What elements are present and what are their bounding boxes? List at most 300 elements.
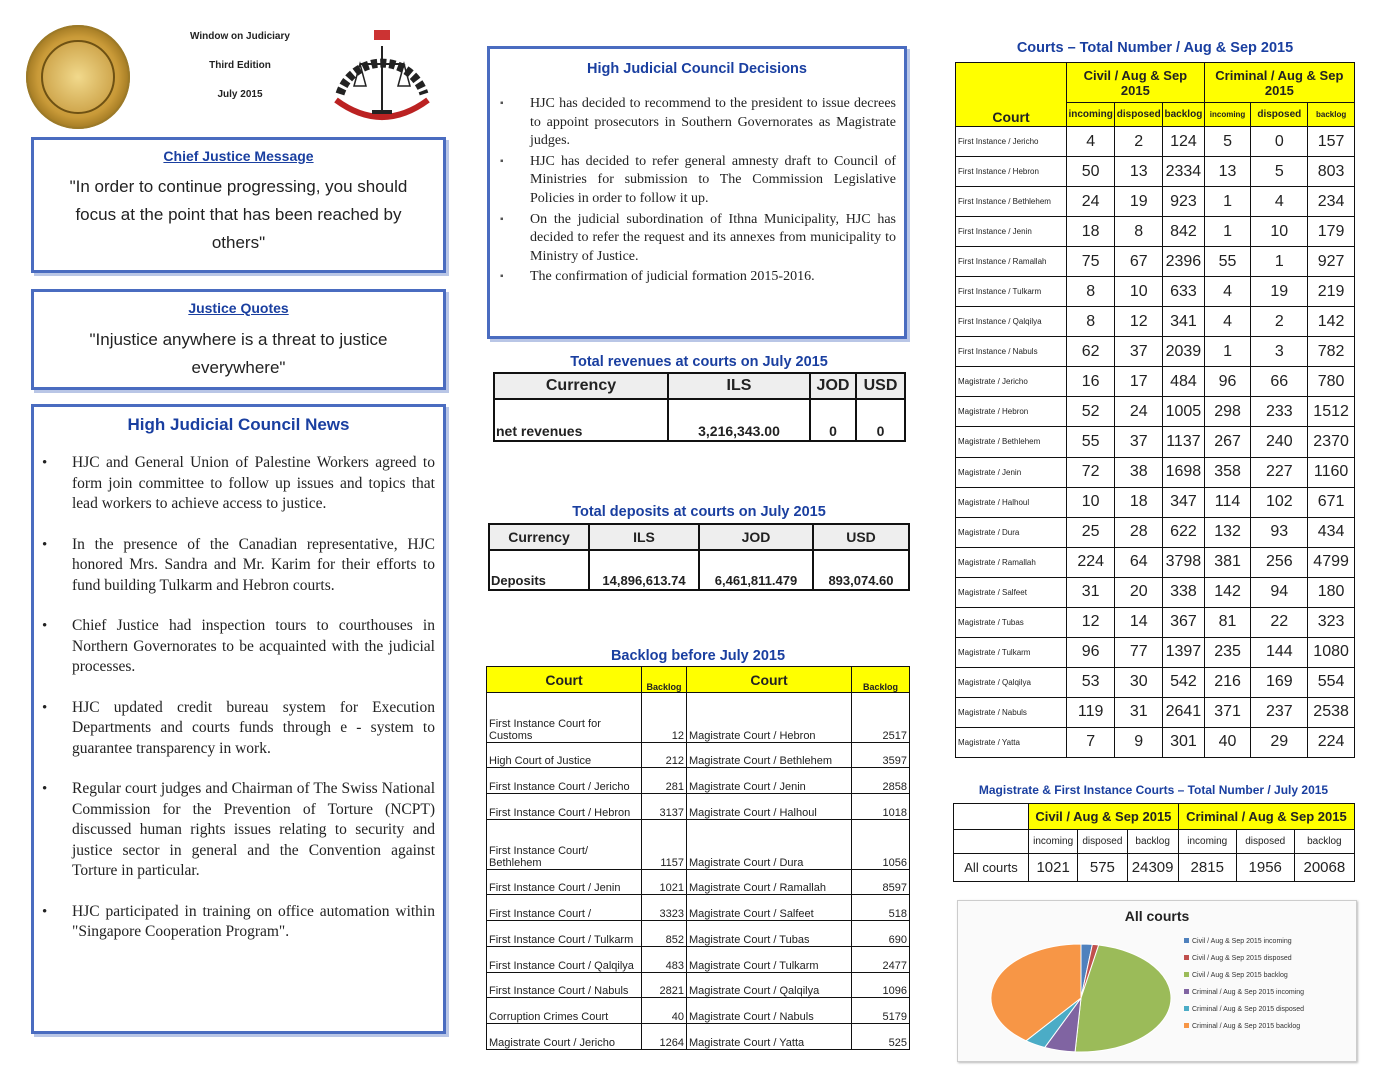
courts-value: 3 [1251, 337, 1308, 367]
courts-value: 1397 [1163, 637, 1205, 667]
courts-value: 93 [1251, 517, 1308, 547]
revenues-header: Currency [494, 373, 668, 399]
summary-value: 24309 [1127, 854, 1178, 882]
backlog-title: Backlog before July 2015 [610, 648, 786, 664]
backlog-court: First Instance Court / Tulkarm [487, 921, 642, 947]
courts-court-name: First Instance / Jenin [956, 217, 1067, 247]
backlog-body [487, 693, 910, 1050]
legend-label: Criminal / Aug & Sep 2015 incoming [1192, 989, 1305, 996]
backlog-court: Magistrate Court / Ramallah [687, 869, 852, 895]
backlog-row [487, 742, 910, 768]
courts-value: 157 [1308, 127, 1355, 157]
courts-value: 40 [1204, 727, 1251, 757]
backlog-court: First Instance Court / [487, 895, 642, 921]
backlog-court: Magistrate Court / Halhoul [687, 794, 852, 820]
courts-value: 8 [1067, 307, 1115, 337]
pie-slices [991, 944, 1171, 1052]
courts-value: 2396 [1163, 247, 1205, 277]
courts-value: 235 [1204, 637, 1251, 667]
deposits-header: USD [813, 524, 909, 550]
news-item: • HJC and General Union of Palestine Workers agreed to form join committee to follow up issues and topics that lead workers to achieve access to justice. [72, 453, 435, 515]
courts-value: 1 [1204, 217, 1251, 247]
backlog-value: 1096 [852, 972, 910, 998]
courts-court-name: Magistrate / Tubas [956, 607, 1067, 637]
courts-table [955, 62, 1355, 758]
summary-title: Magistrate & First Instance Courts – Total Number / July 2015 [978, 783, 1329, 797]
courts-value: 9 [1115, 727, 1163, 757]
backlog-row [487, 768, 910, 794]
legend-swatch [1184, 938, 1189, 943]
courts-court-name: Magistrate / Hebron [956, 397, 1067, 427]
backlog-value: 690 [852, 921, 910, 947]
summary-value: 1956 [1236, 854, 1294, 882]
courts-court-name: First Instance / Qalqilya [956, 307, 1067, 337]
courts-value: 75 [1067, 247, 1115, 277]
courts-value: 780 [1308, 367, 1355, 397]
revenues-header: USD [856, 373, 905, 399]
backlog-value: 525 [852, 1024, 910, 1050]
courts-sub-header: disposed [1251, 103, 1308, 127]
courts-value: 1512 [1308, 397, 1355, 427]
courts-value: 55 [1204, 247, 1251, 277]
pie-legend [1184, 938, 1304, 1030]
backlog-value: 5179 [852, 998, 910, 1024]
deposits-title: Total deposits at courts on July 2015 [572, 504, 826, 520]
backlog-value: 1157 [642, 819, 687, 869]
courts-row [956, 547, 1355, 577]
summary-value: 575 [1078, 854, 1127, 882]
backlog-court: Magistrate Court / Jericho [487, 1024, 642, 1050]
backlog-value: 2821 [642, 972, 687, 998]
courts-value: 18 [1067, 217, 1115, 247]
courts-value: 25 [1067, 517, 1115, 547]
courts-value: 4799 [1308, 547, 1355, 577]
courts-court-name: Magistrate / Nabuls [956, 697, 1067, 727]
backlog-value: 1056 [852, 819, 910, 869]
courts-row [956, 427, 1355, 457]
backlog-row [487, 998, 910, 1024]
revenues-label: net revenues [494, 399, 668, 441]
courts-value: 94 [1251, 577, 1308, 607]
deposits-jod: 6,461,811.479 [699, 550, 813, 590]
courts-row [956, 727, 1355, 757]
summary-criminal-header: Criminal / Aug & Sep 2015 [1178, 804, 1354, 830]
courts-value: 96 [1204, 367, 1251, 397]
deposits-header: JOD [699, 524, 813, 550]
courts-court-name: First Instance / Tulkarm [956, 277, 1067, 307]
courts-value: 367 [1163, 607, 1205, 637]
courts-sub-header: backlog [1308, 103, 1355, 127]
masthead-title: Window on Judiciary [190, 31, 290, 42]
decisions-title: High Judicial Council Decisions [587, 61, 807, 77]
legend-swatch [1184, 1023, 1189, 1028]
courts-value: 923 [1163, 187, 1205, 217]
courts-value: 13 [1204, 157, 1251, 187]
courts-value: 119 [1067, 697, 1115, 727]
courts-value: 8 [1067, 277, 1115, 307]
courts-value: 10 [1251, 217, 1308, 247]
courts-value: 381 [1204, 547, 1251, 577]
courts-value: 323 [1308, 607, 1355, 637]
justice-quotes-box [31, 289, 446, 390]
courts-value: 12 [1115, 307, 1163, 337]
chief-justice-quote: "In order to continue progressing, you should focus at the point that has been reached by others" [69, 177, 408, 252]
courts-court-name: First Instance / Jericho [956, 127, 1067, 157]
backlog-court: Magistrate Court / Jenin [687, 768, 852, 794]
backlog-court: Magistrate Court / Tubas [687, 921, 852, 947]
courts-value: 10 [1067, 487, 1115, 517]
courts-value: 2 [1251, 307, 1308, 337]
courts-value: 0 [1251, 127, 1308, 157]
courts-value: 1698 [1163, 457, 1205, 487]
revenues-title: Total revenues at courts on July 2015 [570, 354, 828, 370]
courts-value: 29 [1251, 727, 1308, 757]
courts-value: 2334 [1163, 157, 1205, 187]
legend-swatch [1184, 989, 1189, 994]
courts-value: 240 [1251, 427, 1308, 457]
courts-value: 132 [1204, 517, 1251, 547]
backlog-value: 2858 [852, 768, 910, 794]
courts-value: 2039 [1163, 337, 1205, 367]
courts-value: 16 [1067, 367, 1115, 397]
backlog-value: 2477 [852, 946, 910, 972]
courts-value: 144 [1251, 637, 1308, 667]
courts-value: 347 [1163, 487, 1205, 517]
courts-sub-header: disposed [1115, 103, 1163, 127]
decision-item: ▪ On the judicial subordination of Ithna Municipality, HJC has decided to refer the request and its annexes from municipality to Ministry of Justice. [530, 211, 896, 267]
courts-value: 53 [1067, 667, 1115, 697]
courts-row [956, 607, 1355, 637]
courts-value: 96 [1067, 637, 1115, 667]
courts-value: 224 [1308, 727, 1355, 757]
justice-quote-text: "Injustice anywhere is a threat to justice everywhere" [89, 330, 388, 377]
courts-row [956, 697, 1355, 727]
courts-value: 31 [1115, 697, 1163, 727]
legend-label: Civil / Aug & Sep 2015 disposed [1192, 955, 1292, 962]
courts-value: 803 [1308, 157, 1355, 187]
revenues-ils: 3,216,343.00 [668, 399, 810, 441]
courts-value: 72 [1067, 457, 1115, 487]
backlog-header: Backlog [852, 667, 910, 693]
backlog-row [487, 1024, 910, 1050]
backlog-court: Magistrate Court / Salfeet [687, 895, 852, 921]
decision-item: ▪ The confirmation of judicial formation 2015-2016. [530, 268, 896, 287]
backlog-court: Corruption Crimes Court [487, 998, 642, 1024]
courts-criminal-header: Criminal / Aug & Sep 2015 [1204, 63, 1354, 103]
backlog-header: Backlog [642, 667, 687, 693]
news-item: • In the presence of the Canadian representative, HJC honored Mrs. Sandra and Mr. Karim for their efforts to fund building Tulkarm and Hebron courts. [72, 535, 435, 597]
courts-row [956, 397, 1355, 427]
summary-value: 2815 [1178, 854, 1236, 882]
courts-value: 256 [1251, 547, 1308, 577]
courts-value: 37 [1115, 427, 1163, 457]
courts-row [956, 157, 1355, 187]
courts-value: 37 [1115, 337, 1163, 367]
legend-label: Criminal / Aug & Sep 2015 disposed [1192, 1006, 1305, 1013]
courts-court-name: Magistrate / Halhoul [956, 487, 1067, 517]
deposits-header: Currency [489, 524, 589, 550]
backlog-value: 281 [642, 768, 687, 794]
courts-court-name: Magistrate / Jenin [956, 457, 1067, 487]
courts-value: 1 [1251, 247, 1308, 277]
backlog-court: First Instance Court / Hebron [487, 794, 642, 820]
backlog-value: 483 [642, 946, 687, 972]
courts-value: 1 [1204, 337, 1251, 367]
courts-value: 180 [1308, 577, 1355, 607]
courts-value: 3798 [1163, 547, 1205, 577]
courts-value: 341 [1163, 307, 1205, 337]
backlog-court: First Instance Court / Jenin [487, 869, 642, 895]
summary-sub-header: backlog [1127, 830, 1178, 854]
courts-row [956, 127, 1355, 157]
courts-value: 233 [1251, 397, 1308, 427]
legend-swatch [1184, 972, 1189, 977]
courts-value: 28 [1115, 517, 1163, 547]
backlog-court: First Instance Court / Qalqilya [487, 946, 642, 972]
courts-court-name: Magistrate / Ramallah [956, 547, 1067, 577]
courts-value: 2370 [1308, 427, 1355, 457]
decision-item: ▪ HJC has decided to recommend to the president to issue decrees to appoint prosecutors in Southern Governorates as Magistrate judges. [530, 95, 896, 151]
legend-label: Civil / Aug & Sep 2015 backlog [1192, 972, 1288, 979]
deposits-table [488, 523, 910, 591]
courts-value: 67 [1115, 247, 1163, 277]
backlog-court: Magistrate Court / Nabuls [687, 998, 852, 1024]
courts-value: 142 [1204, 577, 1251, 607]
courts-row [956, 487, 1355, 517]
courts-value: 2641 [1163, 697, 1205, 727]
decisions-box [487, 46, 907, 339]
revenues-usd: 0 [856, 399, 905, 441]
legend-label: Civil / Aug & Sep 2015 incoming [1192, 938, 1292, 945]
backlog-court: Magistrate Court / Yatta [687, 1024, 852, 1050]
news-title: High Judicial Council News [127, 415, 350, 434]
news-item: • HJC updated credit bureau system for Execution Departments and courts funds through e - system to guarantee transparency in work. [72, 698, 435, 760]
scales-of-justice-logo [322, 24, 442, 130]
backlog-value: 1264 [642, 1024, 687, 1050]
summary-sub-header: incoming [1029, 830, 1078, 854]
deposits-ils: 14,896,613.74 [589, 550, 699, 590]
backlog-row [487, 819, 910, 869]
courts-value: 371 [1204, 697, 1251, 727]
courts-value: 52 [1067, 397, 1115, 427]
courts-row [956, 187, 1355, 217]
courts-sub-header: incoming [1067, 103, 1115, 127]
backlog-value: 1018 [852, 794, 910, 820]
revenues-header: ILS [668, 373, 810, 399]
backlog-court: Magistrate Court / Bethlehem [687, 742, 852, 768]
courts-value: 19 [1115, 187, 1163, 217]
backlog-row [487, 693, 910, 743]
backlog-court: Magistrate Court / Hebron [687, 693, 852, 743]
legend-swatch [1184, 1006, 1189, 1011]
pie-chart [958, 901, 1356, 1061]
courts-value: 24 [1067, 187, 1115, 217]
courts-value: 55 [1067, 427, 1115, 457]
courts-value: 622 [1163, 517, 1205, 547]
courts-value: 12 [1067, 607, 1115, 637]
courts-row [956, 517, 1355, 547]
courts-civil-header: Civil / Aug & Sep 2015 [1067, 63, 1205, 103]
backlog-header: Court [687, 667, 852, 693]
courts-row [956, 307, 1355, 337]
courts-value: 77 [1115, 637, 1163, 667]
courts-value: 2538 [1308, 697, 1355, 727]
summary-table [953, 803, 1355, 882]
chief-justice-box [31, 137, 446, 273]
backlog-court: Magistrate Court / Dura [687, 819, 852, 869]
courts-court-name: First Instance / Bethlehem [956, 187, 1067, 217]
news-list [34, 453, 443, 943]
backlog-row [487, 794, 910, 820]
courts-value: 237 [1251, 697, 1308, 727]
courts-value: 4 [1251, 187, 1308, 217]
backlog-row [487, 921, 910, 947]
courts-court-name: Magistrate / Bethlehem [956, 427, 1067, 457]
courts-row [956, 457, 1355, 487]
courts-sub-header: incoming [1204, 103, 1251, 127]
courts-row [956, 577, 1355, 607]
courts-value: 14 [1115, 607, 1163, 637]
summary-civil-header: Civil / Aug & Sep 2015 [1029, 804, 1179, 830]
courts-value: 338 [1163, 577, 1205, 607]
masthead-date: July 2015 [217, 89, 263, 100]
summary-sub-header: disposed [1078, 830, 1127, 854]
revenues-header: JOD [810, 373, 856, 399]
backlog-table [486, 666, 910, 1050]
courts-value: 50 [1067, 157, 1115, 187]
legend-label: Criminal / Aug & Sep 2015 backlog [1192, 1023, 1301, 1030]
courts-court-name: Magistrate / Tulkarm [956, 637, 1067, 667]
courts-court-name: Magistrate / Dura [956, 517, 1067, 547]
courts-value: 4 [1204, 277, 1251, 307]
courts-row [956, 247, 1355, 277]
courts-title: Courts – Total Number / Aug & Sep 2015 [1016, 40, 1294, 56]
courts-value: 18 [1115, 487, 1163, 517]
courts-court-name: First Instance / Hebron [956, 157, 1067, 187]
backlog-value: 3323 [642, 895, 687, 921]
courts-value: 671 [1308, 487, 1355, 517]
courts-value: 114 [1204, 487, 1251, 517]
courts-court-name: Magistrate / Qalqilya [956, 667, 1067, 697]
judiciary-seal-logo [26, 25, 130, 129]
courts-value: 1160 [1308, 457, 1355, 487]
courts-value: 227 [1251, 457, 1308, 487]
courts-value: 219 [1308, 277, 1355, 307]
courts-row [956, 337, 1355, 367]
backlog-value: 852 [642, 921, 687, 947]
courts-value: 927 [1308, 247, 1355, 277]
courts-value: 102 [1251, 487, 1308, 517]
justice-quotes-title: Justice Quotes [188, 300, 289, 316]
courts-value: 81 [1204, 607, 1251, 637]
courts-value: 62 [1067, 337, 1115, 367]
backlog-court: High Court of Justice [487, 742, 642, 768]
news-box [31, 404, 446, 1034]
courts-value: 842 [1163, 217, 1205, 247]
courts-value: 8 [1115, 217, 1163, 247]
courts-row [956, 367, 1355, 397]
courts-value: 13 [1115, 157, 1163, 187]
courts-value: 298 [1204, 397, 1251, 427]
courts-value: 782 [1308, 337, 1355, 367]
courts-value: 64 [1115, 547, 1163, 577]
courts-value: 179 [1308, 217, 1355, 247]
courts-value: 1137 [1163, 427, 1205, 457]
courts-value: 169 [1251, 667, 1308, 697]
news-item: • HJC participated in training on office automation within "Singapore Cooperation Program". [72, 902, 435, 943]
backlog-value: 3597 [852, 742, 910, 768]
courts-value: 38 [1115, 457, 1163, 487]
courts-value: 633 [1163, 277, 1205, 307]
courts-court-name: First Instance / Ramallah [956, 247, 1067, 277]
courts-body [956, 127, 1355, 758]
masthead-edition: Third Edition [209, 60, 271, 71]
courts-value: 542 [1163, 667, 1205, 697]
courts-value: 7 [1067, 727, 1115, 757]
courts-row [956, 217, 1355, 247]
courts-value: 1 [1204, 187, 1251, 217]
courts-court-name: Magistrate / Yatta [956, 727, 1067, 757]
courts-row [956, 277, 1355, 307]
news-item: • Regular court judges and Chairman of The Swiss National Commission for the Prevention of Torture (NCPT) discussed human rights issues relating to security and justice sector in general and the Convention against Torture in particular. [72, 779, 435, 882]
courts-court-name: First Instance / Nabuls [956, 337, 1067, 367]
courts-value: 1005 [1163, 397, 1205, 427]
news-item: • Chief Justice had inspection tours to courthouses in Northern Governorates to be acquainted with the judicial processes. [72, 616, 435, 678]
courts-value: 66 [1251, 367, 1308, 397]
summary-value: 20068 [1294, 854, 1354, 882]
courts-value: 484 [1163, 367, 1205, 397]
backlog-value: 40 [642, 998, 687, 1024]
summary-sub-header: disposed [1236, 830, 1294, 854]
courts-value: 142 [1308, 307, 1355, 337]
masthead [150, 22, 330, 109]
decision-item: ▪ HJC has decided to refer general amnesty draft to Council of Ministries for submission to The Commission Legislative Policies in order to follow it up. [530, 153, 896, 209]
summary-value: 1021 [1029, 854, 1078, 882]
backlog-row [487, 946, 910, 972]
backlog-row [487, 869, 910, 895]
backlog-value: 1021 [642, 869, 687, 895]
backlog-row [487, 972, 910, 998]
courts-value: 554 [1308, 667, 1355, 697]
backlog-value: 3137 [642, 794, 687, 820]
backlog-court: First Instance Court / Nabuls [487, 972, 642, 998]
backlog-court: Magistrate Court / Qalqilya [687, 972, 852, 998]
backlog-value: 212 [642, 742, 687, 768]
deposits-header: ILS [589, 524, 699, 550]
courts-value: 4 [1067, 127, 1115, 157]
courts-row [956, 667, 1355, 697]
courts-value: 434 [1308, 517, 1355, 547]
backlog-value: 518 [852, 895, 910, 921]
courts-value: 5 [1204, 127, 1251, 157]
courts-value: 2 [1115, 127, 1163, 157]
backlog-value: 12 [642, 693, 687, 743]
courts-value: 358 [1204, 457, 1251, 487]
courts-value: 124 [1163, 127, 1205, 157]
courts-value: 224 [1067, 547, 1115, 577]
courts-value: 234 [1308, 187, 1355, 217]
courts-court-name: Magistrate / Jericho [956, 367, 1067, 397]
deposits-label: Deposits [489, 550, 589, 590]
courts-value: 19 [1251, 277, 1308, 307]
backlog-value: 2517 [852, 693, 910, 743]
courts-value: 4 [1204, 307, 1251, 337]
backlog-row [487, 895, 910, 921]
summary-label: All courts [954, 854, 1029, 882]
courts-value: 17 [1115, 367, 1163, 397]
backlog-court: First Instance Court / Jericho [487, 768, 642, 794]
courts-value: 24 [1115, 397, 1163, 427]
